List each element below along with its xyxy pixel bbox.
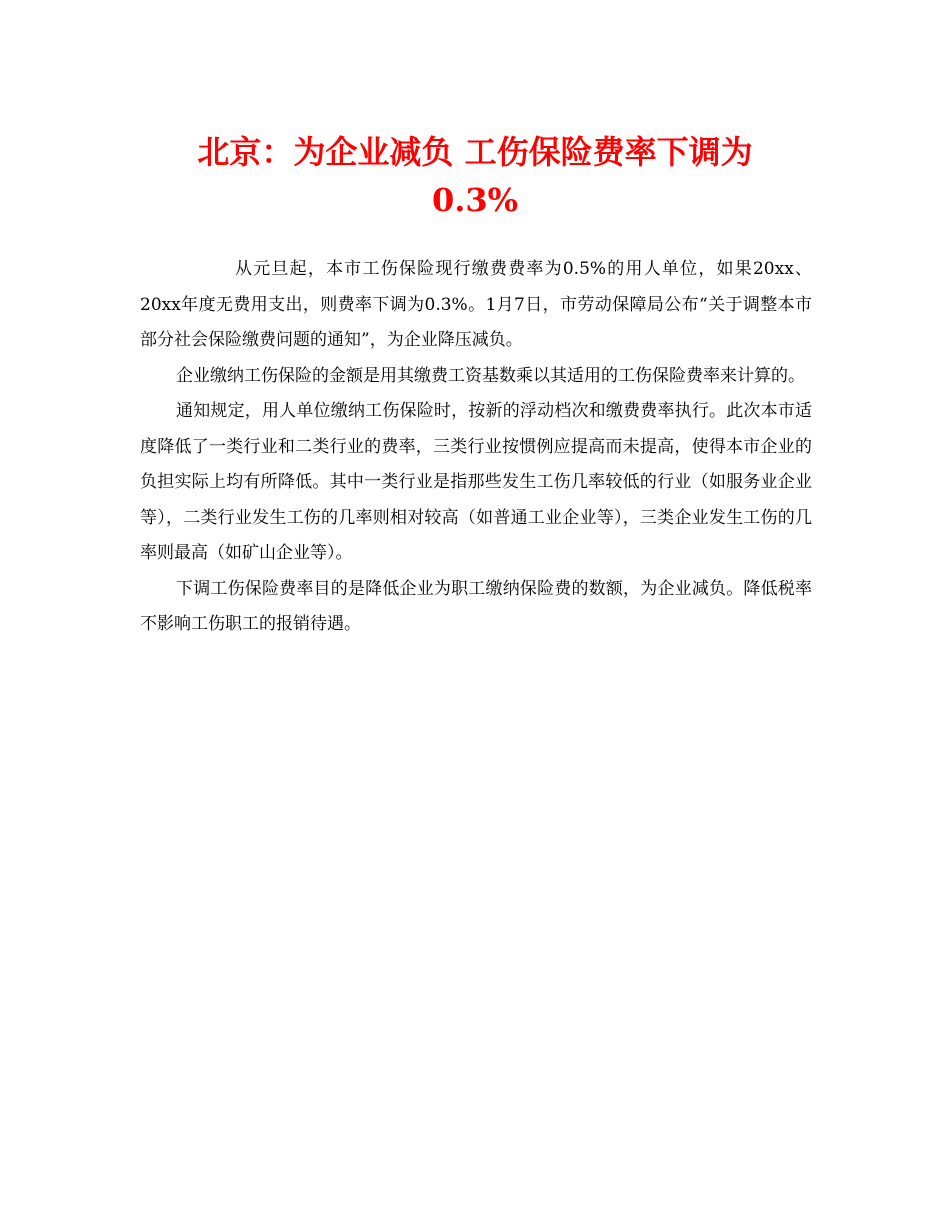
document-body — [140, 252, 812, 643]
paragraph-3: 通知规定，用人单位缴纳工伤保险时，按新的浮动档次和缴费费率执行。此次本市适度降低了一类行业和二类行业的费率，三类行业按惯例应提高而未提高，使得本市企业的负担实际上均有所降低。其中一类行业是指那些发生工伤几率较低的行业（如服务业企业等），二类行业发生工伤的几率则相对较高（如普通工业企业等），三类企业发生工伤的几率则最高（如矿山企业等）。 — [140, 401, 812, 563]
title-line-2: 0.3% — [431, 181, 519, 219]
paragraph-4: 下调工伤保险费率目的是降低企业为职工缴纳保险费的数额，为企业减负。降低税率不影响工伤职工的报销待遇。 — [140, 578, 812, 634]
paragraph-1: 从元旦起，本市工伤保险现行缴费费率为0.5%的用人单位，如果20xx、20xx年度无费用支出，则费率下调为0.3%。1月7日，市劳动保障局公布“关于调整本市部分社会保险缴费问题的通知”，为企业降压减负。 — [140, 259, 812, 350]
title-line-1: 北京：为企业减负 工伤保险费率下调为 — [197, 133, 753, 171]
paragraph-2: 企业缴纳工伤保险的金额是用其缴费工资基数乘以其适用的工伤保险费率来计算的。 — [176, 365, 805, 386]
document-title — [140, 128, 810, 224]
